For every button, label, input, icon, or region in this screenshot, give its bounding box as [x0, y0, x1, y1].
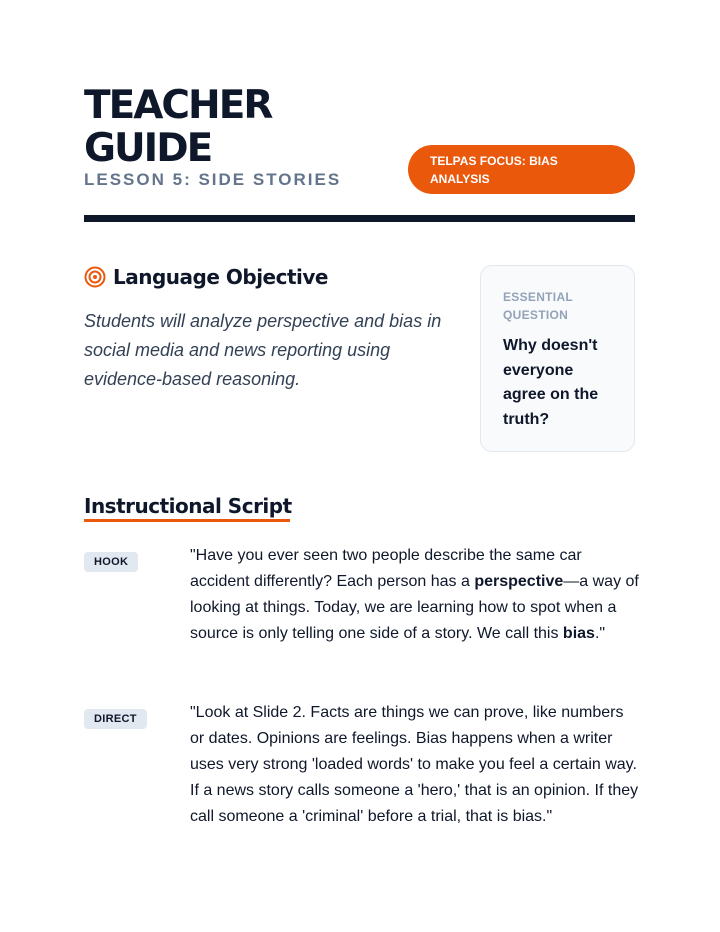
objective-text: Students will analyze perspective and bias in social media and news reporting using evidence-based reasoning.: [84, 311, 442, 389]
script-heading-underline: [84, 519, 290, 522]
lesson-subtitle: LESSON 5: SIDE STORIES: [84, 170, 342, 189]
hook-tag: HOOK: [84, 552, 138, 572]
direct-text: "Look at Slide 2. Facts are things we can prove, like numbers or dates. Opinions are feelings. Bias happens when a writer uses very strong 'loaded words' to make you feel a certain way. If a news story calls someone a 'hero,' that is an opinion. If they call someone a 'criminal' before a trial, that is bias.": [190, 704, 639, 825]
hook-text-part: "Have you ever seen two people describe the same car accident differently? Each person has a: [190, 547, 582, 590]
objective-title: Language Objective: [113, 265, 328, 289]
objective-heading: [84, 265, 328, 289]
hook-text-part: .": [594, 625, 606, 642]
script-heading: Instructional Script: [84, 494, 292, 518]
hook-bold-term: perspective: [474, 573, 564, 590]
page-title-line-1: TEACHER: [84, 83, 272, 128]
essential-question-label: ESSENTIAL QUESTION: [503, 290, 573, 322]
direct-tag: DIRECT: [84, 709, 147, 729]
focus-badge: TELPAS FOCUS: BIAS ANALYSIS: [408, 145, 635, 194]
essential-question-text: Why doesn't everyone agree on the truth?: [503, 337, 599, 428]
essential-question-card: [480, 265, 635, 452]
target-icon: [84, 266, 106, 288]
header-divider: [84, 215, 635, 222]
page-title: [84, 84, 271, 170]
hook-bold-term: bias: [562, 625, 595, 642]
hook-text: [190, 543, 640, 647]
page-title-line-2: GUIDE: [84, 126, 212, 171]
hook-text-part: —a way of looking at things. Today, we are learning how to spot when a source is only telling one side of a story. We call this: [190, 573, 639, 642]
